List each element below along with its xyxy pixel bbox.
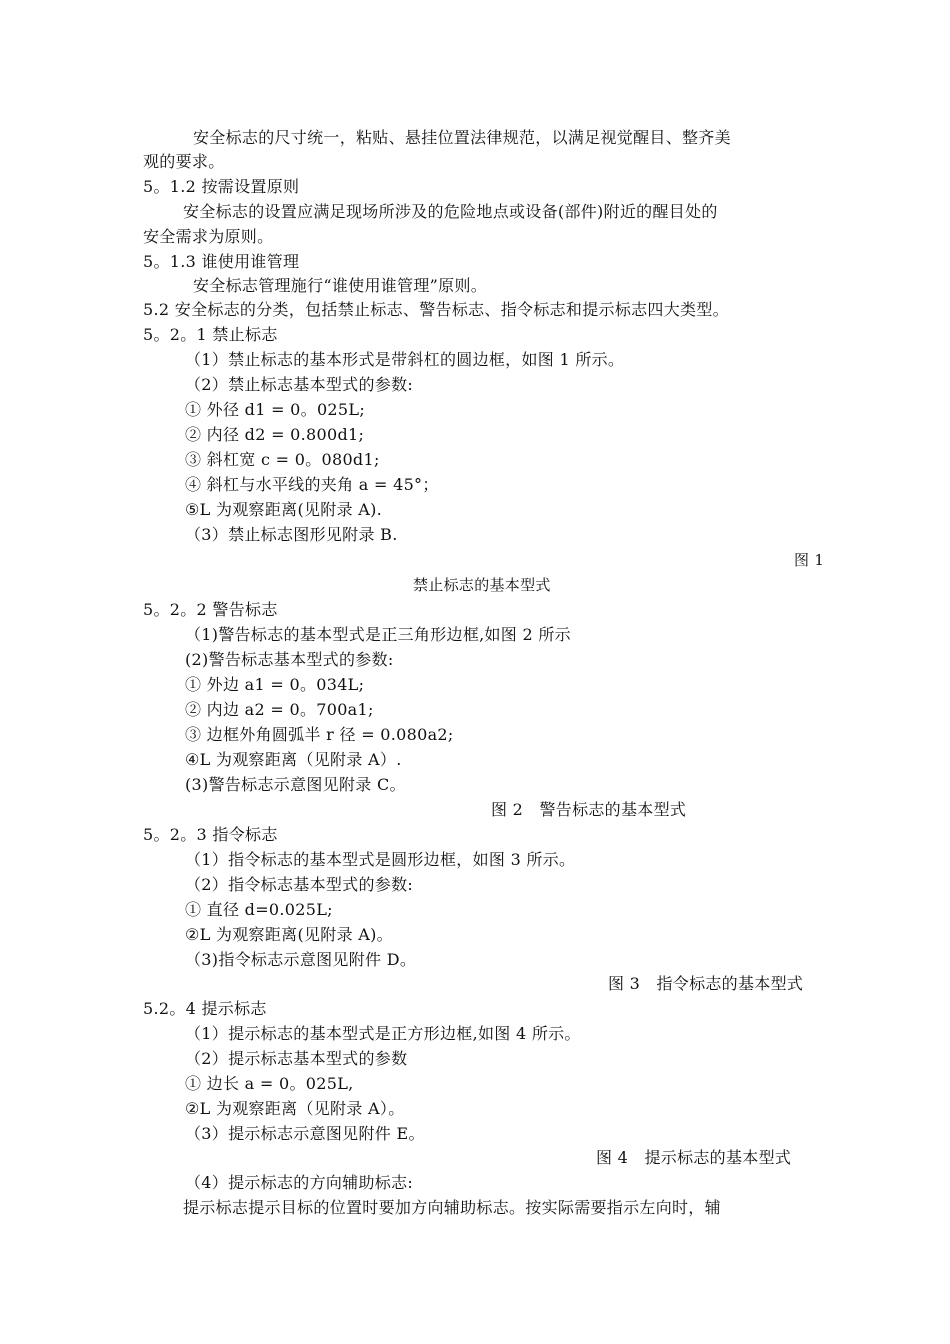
list-item: ②L 为观察距离(见附录 A)。 bbox=[185, 925, 393, 944]
list-item: （3)指令标志示意图见附件 D。 bbox=[185, 950, 417, 969]
list-item: （1）提示标志的基本型式是正方形边框,如图 4 所示。 bbox=[185, 1024, 581, 1043]
list-item: ④ 斜杠与水平线的夹角 a = 45°； bbox=[185, 475, 439, 494]
paragraph-line: 安全标志的尺寸统一，粘贴、悬挂位置法律规范，以满足视觉醒目、整齐美 bbox=[193, 128, 731, 147]
list-item: （1)警告标志的基本型式是正三角形边框,如图 2 所示 bbox=[185, 625, 571, 644]
paragraph-line: 观的要求。 bbox=[143, 152, 225, 171]
list-item: ③ 边框外角圆弧半 r 径 = 0.080a2; bbox=[185, 725, 454, 744]
paragraph-line: 提示标志提示目标的位置时要加方向辅助标志。按实际需要指示左向时，辅 bbox=[183, 1198, 721, 1217]
figure-caption: 图 3 指令标志的基本型式 bbox=[608, 974, 804, 993]
list-item: ④L 为观察距离（见附录 A）. bbox=[185, 750, 402, 769]
list-item: ① 外径 d1 = 0。025L; bbox=[185, 400, 366, 419]
list-item: （4）提示标志的方向辅助标志: bbox=[185, 1173, 414, 1192]
paragraph-line: 安全标志管理施行“谁使用谁管理”原则。 bbox=[193, 276, 488, 295]
figure-label: 图 1 bbox=[794, 551, 825, 569]
list-item: ③ 斜杠宽 c = 0。080d1; bbox=[185, 450, 380, 469]
list-item: （3）提示标志示意图见附件 E。 bbox=[185, 1124, 425, 1143]
section-heading: 5。2。3 指令标志 bbox=[143, 825, 278, 844]
list-item: （2）指令标志基本型式的参数: bbox=[185, 875, 414, 894]
list-item: ① 外边 a1 = 0。034L; bbox=[185, 675, 365, 694]
figure-caption: 图 4 提示标志的基本型式 bbox=[596, 1148, 792, 1167]
list-item: （1）指令标志的基本型式是圆形边框，如图 3 所示。 bbox=[185, 850, 576, 869]
section-heading: 5。2。1 禁止标志 bbox=[143, 325, 278, 344]
paragraph-line: 安全需求为原则。 bbox=[143, 227, 274, 246]
list-item: ② 内边 a2 = 0。700a1; bbox=[185, 700, 374, 719]
list-item: （2）提示标志基本型式的参数 bbox=[185, 1049, 408, 1068]
section-heading: 5。2。2 警告标志 bbox=[143, 600, 278, 619]
list-item: ① 边长 a = 0。025L, bbox=[185, 1074, 354, 1093]
list-item: ②L 为观察距离（见附录 A）。 bbox=[185, 1099, 405, 1118]
figure-caption: 禁止标志的基本型式 bbox=[413, 576, 551, 594]
list-item: ⑤L 为观察距离(见附录 A). bbox=[185, 500, 383, 519]
section-heading: 5.2 安全标志的分类，包括禁止标志、警告标志、指令标志和提示标志四大类型。 bbox=[143, 300, 729, 319]
list-item: ② 内径 d2 = 0.800d1; bbox=[185, 425, 365, 444]
paragraph-line: 安全标志的设置应满足现场所涉及的危险地点或设备(部件)附近的醒目处的 bbox=[183, 202, 718, 221]
list-item: (3)警告标志示意图见附录 C。 bbox=[185, 775, 406, 794]
figure-caption: 图 2 警告标志的基本型式 bbox=[491, 800, 687, 819]
section-heading: 5。1.3 谁使用谁管理 bbox=[143, 252, 300, 271]
section-heading: 5.2。4 提示标志 bbox=[143, 999, 267, 1018]
list-item: （2）禁止标志基本型式的参数: bbox=[185, 375, 414, 394]
list-item: （3）禁止标志图形见附录 B. bbox=[185, 525, 398, 544]
list-item: （1）禁止标志的基本形式是带斜杠的圆边框，如图 1 所示。 bbox=[185, 350, 625, 369]
section-heading: 5。1.2 按需设置原则 bbox=[143, 177, 300, 196]
list-item: (2)警告标志基本型式的参数: bbox=[185, 650, 394, 669]
list-item: ① 直径 d=0.025L; bbox=[185, 900, 333, 919]
